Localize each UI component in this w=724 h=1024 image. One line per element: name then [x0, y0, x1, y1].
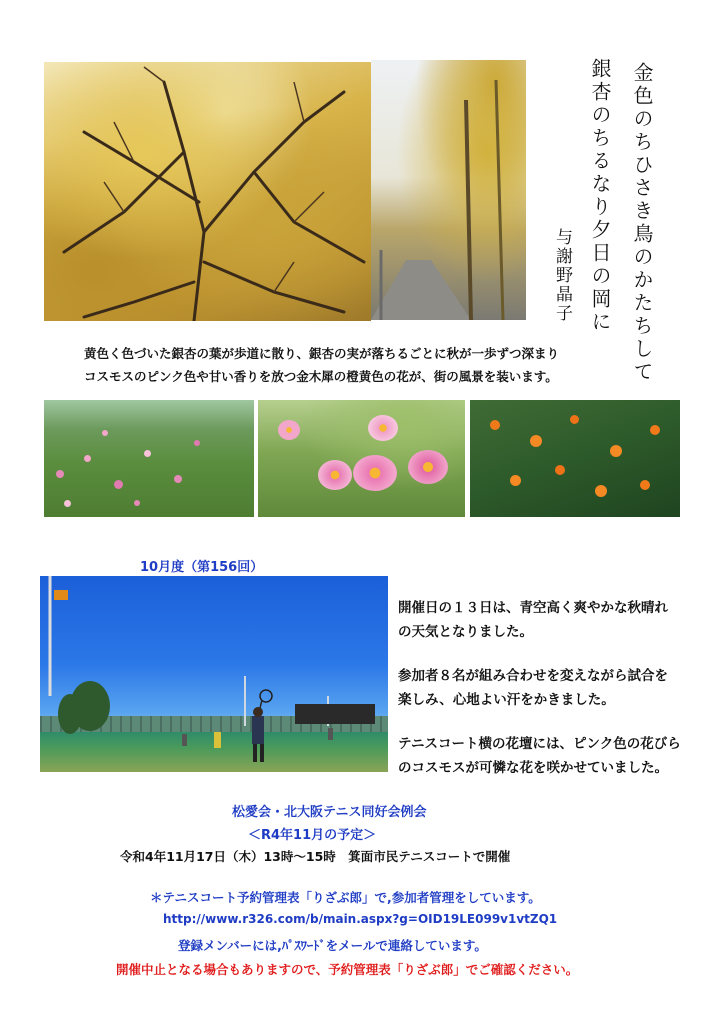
- plan-title: ＜R4年11月の予定＞: [248, 828, 377, 843]
- poem-line-2: 銀杏のちるなり夕日の岡に: [588, 58, 612, 334]
- osmanthus-photo: [470, 400, 680, 517]
- cosmos-field-photo: [44, 400, 254, 517]
- report-para2-line1: 参加者８名が組み合わせを変えながら試合を: [398, 668, 668, 684]
- report-para3-line2: のコスモスが可憐な花を咲かせていました。: [398, 760, 668, 776]
- ginkgo-tree-photo: [44, 62, 371, 321]
- tennis-court-photo: [40, 576, 388, 772]
- autumn-description: [84, 342, 559, 388]
- date-venue: 令和4年11月17日（木）13時～15時 箕面市民テニスコートで開催: [120, 849, 511, 864]
- password-note: 登録メンバーには,ﾊﾟｽﾜｰﾄﾞをメールで連絡しています。: [178, 938, 487, 953]
- report-heading: 10月度（第156回）: [140, 560, 264, 575]
- reservation-url-link[interactable]: http://www.r326.com/b/main.aspx?g=OID19LE099v1vtZQ1: [163, 912, 558, 926]
- ginkgo-road-photo: [371, 60, 526, 320]
- description-line-2: コスモスのピンク色や甘い香りを放つ金木犀の橙黄色の花が、街の風景を装います。: [84, 369, 558, 384]
- description-line-1: 黄色く色づいた銀杏の葉が歩道に散り、銀杏の実が落ちるごとに秋が一歩ずつ深まり: [84, 346, 560, 361]
- reservation-note: ＊テニスコート予約管理表「りざぶ郎」で,参加者管理をしています。: [150, 890, 541, 905]
- report-text: [398, 596, 681, 780]
- poet-name: 与謝野晶子: [552, 228, 572, 323]
- club-name: 松愛会・北大阪テニス同好会例会: [232, 805, 427, 820]
- report-para2-line2: 楽しみ、心地よい汗をかきました。: [398, 692, 615, 708]
- cosmos-closeup-photo: [258, 400, 465, 517]
- report-para3-line1: テニスコート横の花壇には、ピンク色の花びら: [398, 736, 681, 752]
- report-para1-line1: 開催日の１３日は、青空高く爽やかな秋晴れ: [398, 600, 668, 616]
- report-para1-line2: の天気となりました。: [398, 624, 533, 640]
- cancel-warning: 開催中止となる場合もありますので、予約管理表「りざぶ郎」でご確認ください。: [116, 962, 579, 977]
- poem-line-1: 金色のちひさき鳥のかたちして: [630, 62, 654, 384]
